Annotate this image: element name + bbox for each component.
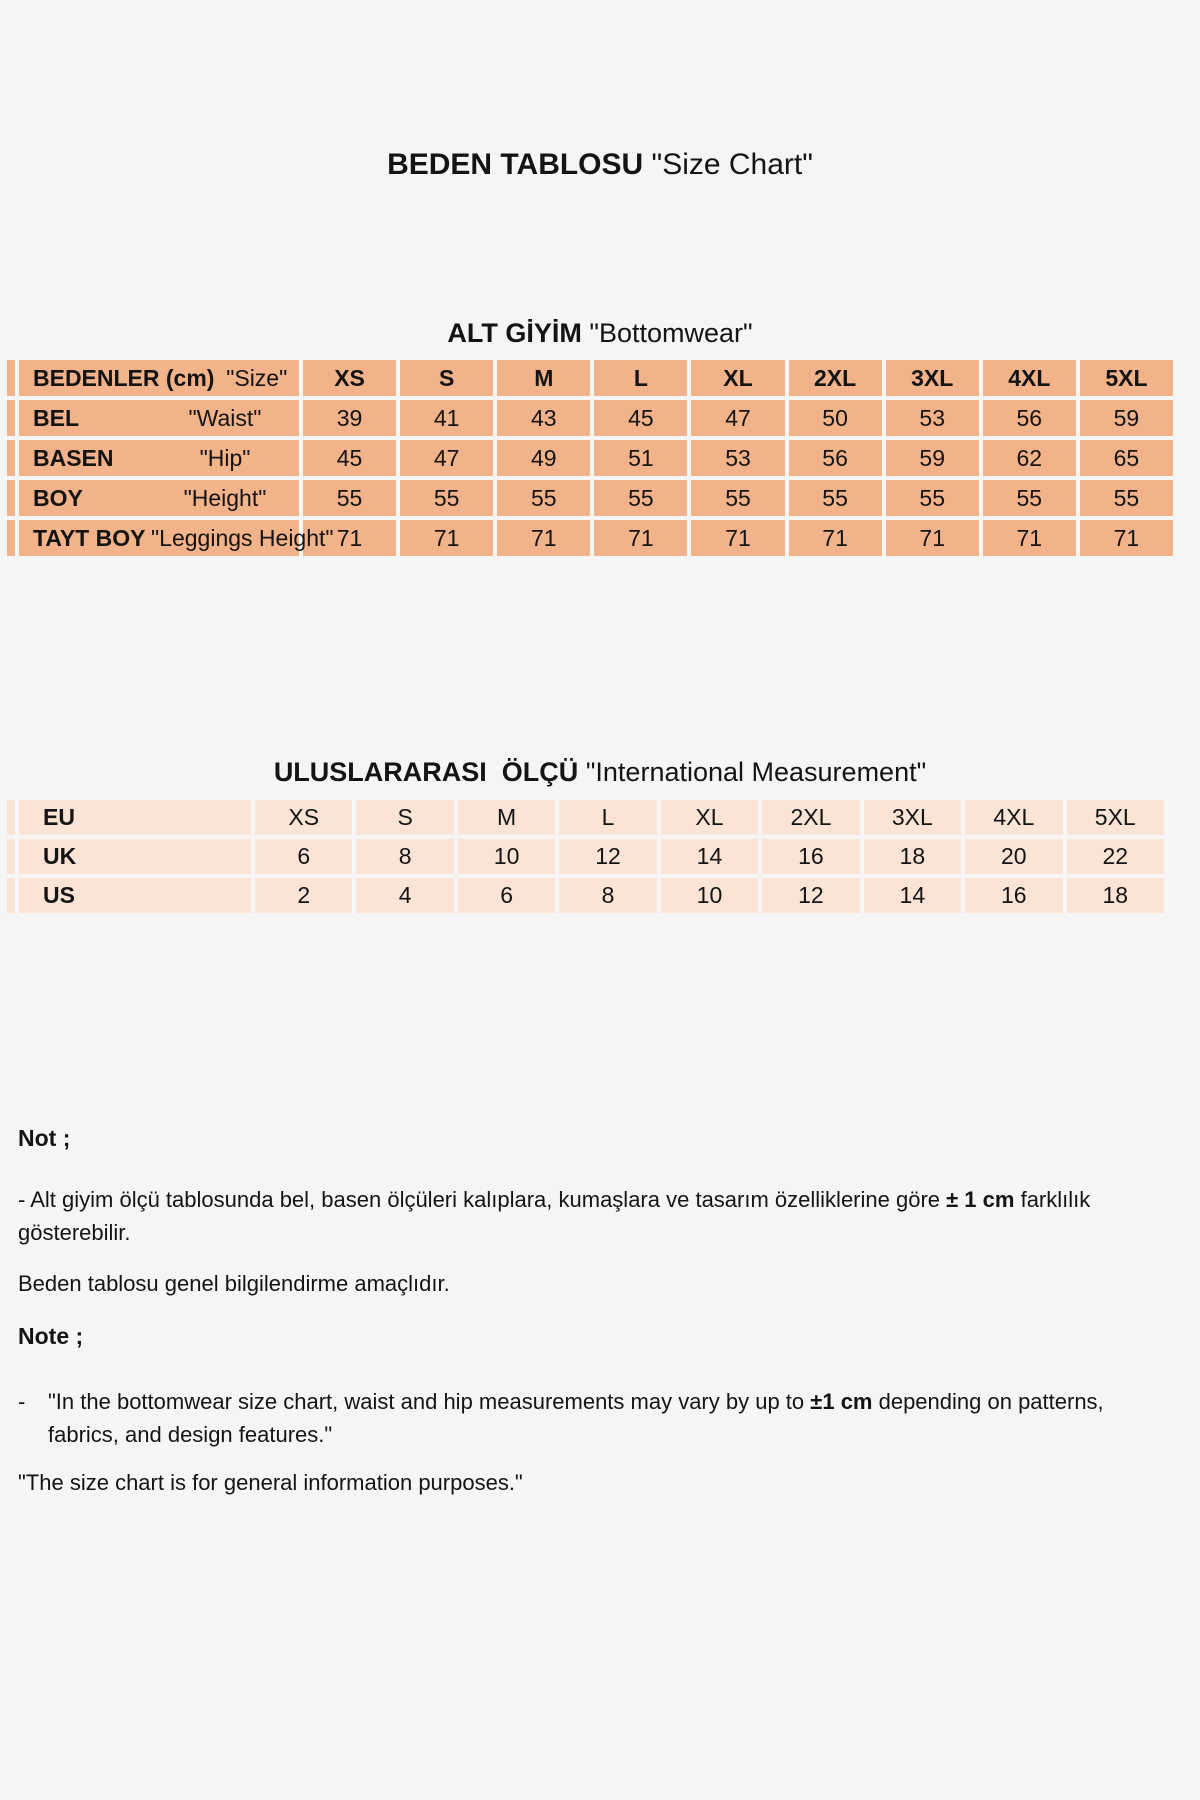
- turkish-note-general: Beden tablosu genel bilgilendirme amaçlıdır.: [18, 1271, 450, 1296]
- cropped-edge-cell: [7, 400, 15, 436]
- cropped-edge-cell: [7, 440, 15, 476]
- measure-value-cell: 49: [497, 440, 590, 476]
- row-label-tr: BOY: [33, 484, 83, 511]
- english-note-tolerance: ±1 cm: [810, 1389, 873, 1414]
- size-header-cell: L: [594, 360, 687, 396]
- leggings-height-label-cell: [19, 520, 334, 556]
- waist-label-cell: [19, 400, 299, 436]
- english-note-text: "In the bottomwear size chart, waist and hip measurements may vary by up to: [48, 1389, 811, 1414]
- cropped-edge-cell: [7, 878, 15, 913]
- intl-value-cell: 22: [1067, 839, 1165, 874]
- measure-value-cell: 71: [594, 520, 687, 556]
- eu-row: [7, 800, 1164, 835]
- size-header-cell: XL: [691, 360, 784, 396]
- turkish-note-tolerance: ± 1 cm: [946, 1187, 1015, 1212]
- measure-value-cell: 62: [983, 440, 1076, 476]
- bottomwear-heading-main: ALT GİYİM: [447, 318, 582, 348]
- measure-value-cell: 55: [983, 480, 1076, 516]
- eu-label-cell: EU: [19, 800, 251, 835]
- measure-value-cell: 43: [497, 400, 590, 436]
- measure-value-cell: 53: [886, 400, 979, 436]
- page-title: [0, 148, 1200, 182]
- english-note-text-end: depending on patterns, fabrics, and design features.": [48, 1389, 1104, 1447]
- measure-value-cell: 56: [983, 400, 1076, 436]
- intl-value-cell: S: [356, 800, 453, 835]
- bottomwear-heading: [0, 318, 1200, 349]
- measure-value-cell: 71: [1080, 520, 1173, 556]
- intl-value-cell: 2: [255, 878, 352, 913]
- measure-value-cell: 56: [789, 440, 882, 476]
- intl-value-cell: 2XL: [762, 800, 859, 835]
- measure-value-cell: 55: [1080, 480, 1173, 516]
- row-label-en: "Hip": [199, 444, 251, 471]
- leggings-height-row: [7, 520, 1173, 556]
- row-label-tr: BEL: [33, 404, 79, 431]
- turkish-note-header: Not ;: [18, 1125, 71, 1151]
- measure-value-cell: 51: [594, 440, 687, 476]
- intl-value-cell: 18: [864, 839, 961, 874]
- measure-value-cell: 45: [303, 440, 396, 476]
- measure-value-cell: 53: [691, 440, 784, 476]
- size-header-cell: 2XL: [789, 360, 882, 396]
- measure-value-cell: 55: [303, 480, 396, 516]
- english-note-general: "The size chart is for general information purposes.": [18, 1470, 523, 1495]
- intl-value-cell: 3XL: [864, 800, 961, 835]
- bottomwear-header-label-cell: [19, 360, 299, 396]
- measure-value-cell: 55: [691, 480, 784, 516]
- measure-value-cell: 55: [886, 480, 979, 516]
- turkish-note-text-end: farklılık gösterebilir.: [18, 1187, 1091, 1245]
- hip-label-cell: [19, 440, 299, 476]
- cropped-edge-cell: [7, 520, 15, 556]
- row-label-en: "Leggings Height": [151, 524, 334, 551]
- measure-value-cell: 50: [789, 400, 882, 436]
- intl-value-cell: M: [458, 800, 555, 835]
- intl-value-cell: 6: [255, 839, 352, 874]
- uk-label-cell: UK: [19, 839, 251, 874]
- size-header-cell: 3XL: [886, 360, 979, 396]
- cropped-edge-cell: [7, 800, 15, 835]
- intl-value-cell: 8: [356, 839, 453, 874]
- intl-value-cell: 5XL: [1067, 800, 1165, 835]
- intl-value-cell: L: [559, 800, 656, 835]
- intl-value-cell: 14: [864, 878, 961, 913]
- hip-row: [7, 440, 1173, 476]
- turkish-note-text: - Alt giyim ölçü tablosunda bel, basen ölçüleri kalıplara, kumaşlara ve tasarım özelliklerine göre: [18, 1187, 947, 1212]
- international-size-table: [3, 796, 1168, 917]
- intl-value-cell: XS: [255, 800, 352, 835]
- bottomwear-heading-quoted: "Bottomwear": [589, 318, 753, 348]
- size-header-cell: 5XL: [1080, 360, 1173, 396]
- row-label-tr: BASEN: [33, 444, 114, 471]
- measure-value-cell: 71: [691, 520, 784, 556]
- turkish-note-line: [18, 1183, 1158, 1249]
- us-row: [7, 878, 1164, 913]
- header-label-tr: BEDENLER (cm): [33, 364, 215, 391]
- intl-value-cell: 16: [762, 839, 859, 874]
- size-header-cell: S: [400, 360, 493, 396]
- intl-value-cell: 20: [965, 839, 1062, 874]
- page-title-main: BEDEN TABLOSU: [387, 148, 644, 181]
- measure-value-cell: 71: [983, 520, 1076, 556]
- intl-value-cell: 14: [661, 839, 758, 874]
- english-note-header: Note ;: [18, 1323, 84, 1349]
- notes-section: [18, 1122, 1178, 1499]
- measure-value-cell: 47: [400, 440, 493, 476]
- intl-value-cell: 4XL: [965, 800, 1062, 835]
- intl-value-cell: 10: [661, 878, 758, 913]
- measure-value-cell: 41: [400, 400, 493, 436]
- header-label-en: "Size": [226, 364, 288, 391]
- measure-value-cell: 71: [886, 520, 979, 556]
- intl-value-cell: 18: [1067, 878, 1165, 913]
- intl-value-cell: 6: [458, 878, 555, 913]
- cropped-edge-cell: [7, 839, 15, 874]
- height-row: [7, 480, 1173, 516]
- measure-value-cell: 71: [303, 520, 396, 556]
- us-label-cell: US: [19, 878, 251, 913]
- measure-value-cell: 55: [497, 480, 590, 516]
- measure-value-cell: 65: [1080, 440, 1173, 476]
- row-label-tr: TAYT BOY: [33, 524, 146, 551]
- intl-value-cell: XL: [661, 800, 758, 835]
- measure-value-cell: 39: [303, 400, 396, 436]
- measure-value-cell: 59: [886, 440, 979, 476]
- intl-value-cell: 8: [559, 878, 656, 913]
- intl-value-cell: 12: [559, 839, 656, 874]
- measure-value-cell: 55: [789, 480, 882, 516]
- english-note-bullet: [18, 1385, 1128, 1451]
- intl-value-cell: 12: [762, 878, 859, 913]
- bottomwear-size-table: [3, 356, 1177, 560]
- height-label-cell: [19, 480, 299, 516]
- international-heading-main: ULUSLARARASI ÖLÇÜ: [273, 757, 579, 787]
- size-header-cell: XS: [303, 360, 396, 396]
- cropped-edge-cell: [7, 480, 15, 516]
- bottomwear-header-row: [7, 360, 1173, 396]
- row-label-en: "Height": [183, 484, 267, 511]
- bullet-dash: -: [18, 1389, 26, 1414]
- intl-value-cell: 10: [458, 839, 555, 874]
- measure-value-cell: 71: [789, 520, 882, 556]
- size-header-cell: M: [497, 360, 590, 396]
- waist-row: [7, 400, 1173, 436]
- measure-value-cell: 47: [691, 400, 784, 436]
- uk-row: [7, 839, 1164, 874]
- measure-value-cell: 59: [1080, 400, 1173, 436]
- intl-value-cell: 16: [965, 878, 1062, 913]
- measure-value-cell: 45: [594, 400, 687, 436]
- cropped-edge-cell: [7, 360, 15, 396]
- size-header-cell: 4XL: [983, 360, 1076, 396]
- measure-value-cell: 55: [594, 480, 687, 516]
- measure-value-cell: 55: [400, 480, 493, 516]
- intl-value-cell: 4: [356, 878, 453, 913]
- international-heading: [0, 757, 1200, 788]
- row-label-en: "Waist": [188, 404, 262, 431]
- measure-value-cell: 71: [400, 520, 493, 556]
- international-heading-quoted: "International Measurement": [585, 757, 927, 787]
- measure-value-cell: 71: [497, 520, 590, 556]
- page-title-quoted: "Size Chart": [651, 148, 813, 181]
